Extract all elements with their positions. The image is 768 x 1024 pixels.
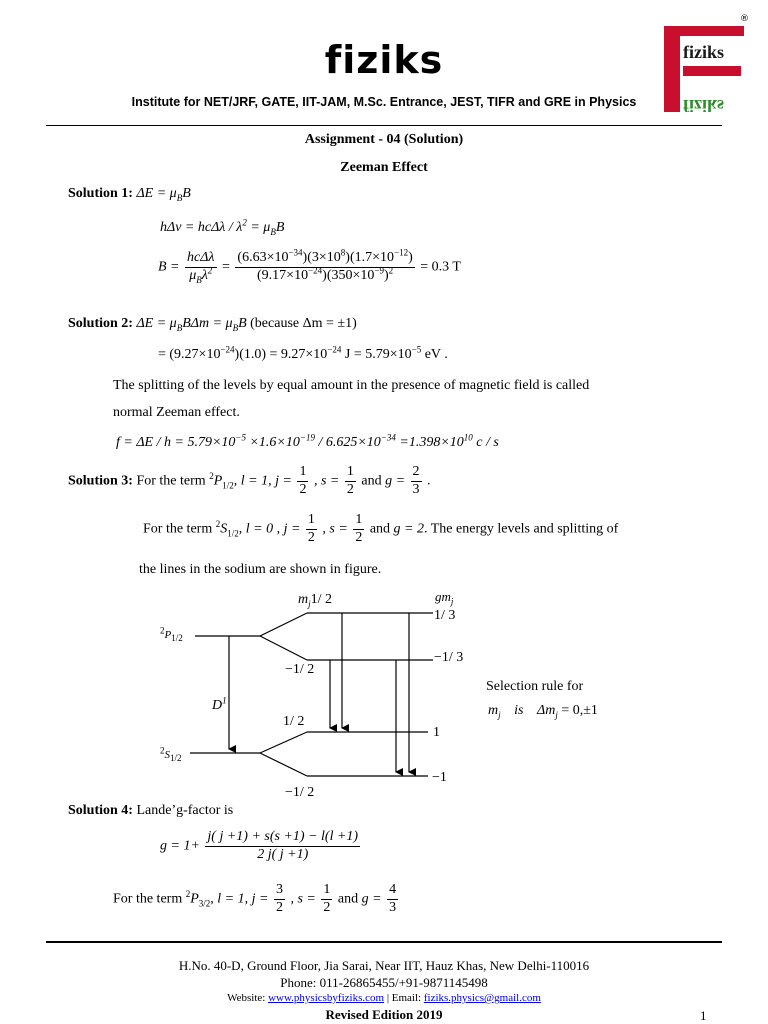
footer-phone: Phone: 011-26865455/+91-9871145498 <box>280 975 488 990</box>
split-line-down <box>260 636 307 660</box>
brand-title: fiziks <box>324 38 444 82</box>
sol1-line1 <box>68 187 191 201</box>
registered-mark-text: ® <box>740 14 749 24</box>
footer-address: H.No. 40-D, Ground Floor, Jia Sarai, Near IIT, Hauz Khas, New Delhi-110016 <box>178 958 590 973</box>
sol1-eq1: $\Delta E = \mu_BB$ <box>136 186 191 203</box>
sol4-term-line: For the term $^2P_{3/2}$, l = 1, j = $\frac{3}{2}$ , s = $\frac{1}{2}$ and g = $\frac{4}{3}$ <box>113 882 397 915</box>
label-minus-half-lower: −1/ 2 <box>285 785 315 800</box>
assignment-subtitle: Zeeman Effect <box>340 160 428 175</box>
sol2-line1: Solution 2: $\Delta E = \mu_BB\Delta m = \mu_BB$ (because Δm = ±1) <box>68 316 357 333</box>
fiziks-logo <box>664 26 748 112</box>
logo-mirror-word: fiziks <box>683 96 725 112</box>
sol2-label: Solution 2: <box>68 316 133 331</box>
sol2-paragraph: The splitting of the levels by equal amount in the presence of magnetic field is called <box>113 378 590 393</box>
label-plus-third: 1/ 3 <box>434 608 456 623</box>
split-line-up <box>260 613 307 636</box>
sol4-label: Solution 4: <box>68 803 133 818</box>
selection-rule-title: Selection rule for <box>486 679 584 694</box>
email-link[interactable]: fiziks.physics@gmail.com <box>423 992 541 1004</box>
split-line-up-s <box>260 732 307 753</box>
brand-tagline: Institute for NET/JRF, GATE, IIT-JAM, M.Sc. Entrance, JEST, TIFR and GRE in Physics <box>131 95 637 109</box>
sol3-line2: For the term $^2S_{1/2}$, l = 0 , j = $\frac{1}{2}$ , s = $\frac{1}{2}$ and g = 2. The energy levels and splitting of <box>143 512 619 545</box>
label-minus-half-upper: −1/ 2 <box>285 662 315 677</box>
mj-header: $m_j1/$ 2 <box>298 592 333 609</box>
sol1-frac2: $\frac{(6.63\times 10^{-34})(3\times 10^8)(1.7\times 10^{-12})}{(9.17\times 10^{-24})(350\times 10^{-9})^2}$ <box>237 247 413 283</box>
footer-edition: Revised Edition 2019 <box>325 1007 443 1022</box>
selection-rule-expr: $m_j$ is $\Delta m_j = 0,\pm 1$ <box>488 703 598 720</box>
label-plus-half-lower: 1/ 2 <box>283 714 305 729</box>
label-plus-one: 1 <box>433 725 440 740</box>
footer-rule <box>46 941 722 943</box>
sol2-eq3: $f = \Delta E / h = 5.79\times 10^{-5} \times 1.6\times 10^{-19} / 6.625\times 10^{-34} =1.398\times 10^{10}$ c / s <box>116 432 499 450</box>
sol4-line1: Solution 4: Lande’g-factor is <box>68 803 234 818</box>
sol2-paragraph-2: normal Zeeman effect. <box>113 405 240 420</box>
sol1-frac1: $\frac{\text{hcΔλ}}{\mu_B\lambda^2}$ <box>187 250 215 285</box>
level-2p-label: $^2P_{1/2}$ <box>160 625 183 644</box>
logo-word: fiziks <box>683 42 725 62</box>
page-number: 1 <box>700 1008 707 1023</box>
sol2-eq2: = $(9.27\times 10^{-24})(1.0) = 9.27\times 10^{-24}$ $J = 5.79\times 10^{-5}$ eV . <box>158 344 448 362</box>
label-minus-one: −1 <box>432 770 447 785</box>
assignment-title: Assignment - 04 (Solution) <box>304 132 464 147</box>
sol1-eq2: $h\Delta\nu = hc\Delta\lambda / \lambda^2 = \mu_BB$ <box>160 217 285 237</box>
gmj-header: $gm_j$ <box>435 589 454 607</box>
sol1-eq3: B = $\frac{\text{hcΔλ}}{\mu_B\lambda^2}$ = $\frac{(6.63\times 10^{-34})(3\times 10^8)(1.7\times 10^{-12})}{(9.17\times 10^{-24})(350\times 10^{-9})^2}$ = 0.3 T <box>158 247 461 285</box>
footer-contact: Website: www.physicsbyfiziks.com | Email: fiziks.physics@gmail.com <box>227 992 541 1004</box>
sol3-label: Solution 3: <box>68 473 133 489</box>
label-minus-third: −1/ 3 <box>434 650 464 665</box>
header-rule <box>46 125 722 126</box>
level-2s-label: $^2S_{1/2}$ <box>160 745 182 764</box>
sol3-line1: Solution 3: For the term $^2P_{1/2}$, l = 1, j = $\frac{1}{2}$ , s = $\frac{1}{2}$ and g = $\frac{2}{3}$ . <box>68 464 431 497</box>
sol3-line3: the lines in the sodium are shown in figure. <box>139 562 382 577</box>
d1-label: $D^1$ <box>212 695 227 713</box>
sol1-label: Solution 1: <box>68 186 133 201</box>
sol4-lande-formula: g = 1+ $\frac{j( j +1) + s(s +1) - l(l +1)}{2 j( j +1)}$ <box>160 829 359 862</box>
split-line-down-s <box>260 753 307 776</box>
website-link[interactable]: www.physicsbyfiziks.com <box>268 992 385 1004</box>
